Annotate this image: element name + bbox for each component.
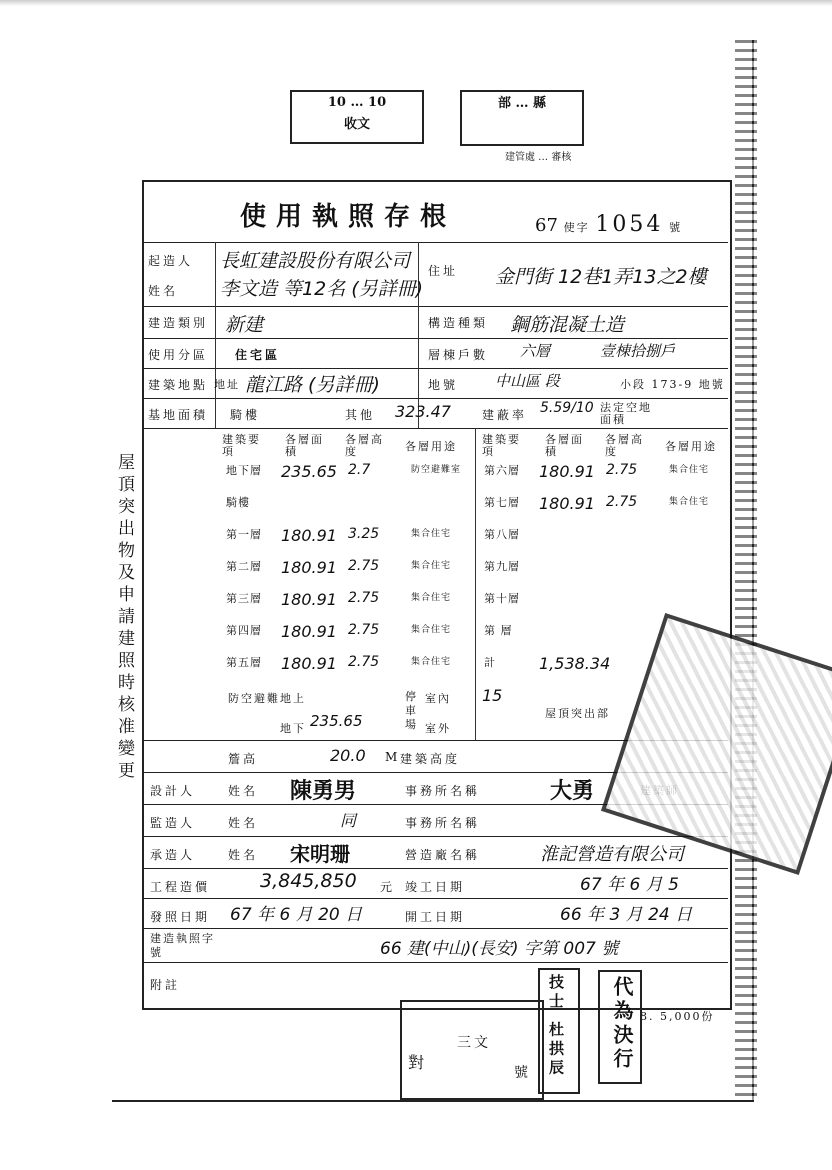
print-note: 8. 5,000份 [640,1010,715,1023]
issue-value: 67 年 6 月 20 日 [230,905,363,925]
row-builder [142,242,728,243]
lot-value: 中山區 段 [495,372,560,390]
start-value: 66 年 3 月 24 日 [560,905,693,925]
center-label: 三文 [457,1035,491,1051]
roof-label: 屋頂突出部 [545,707,610,720]
side-note-char: 頂 [118,475,135,495]
side-note-char: 准 [118,717,135,737]
row-zone [142,338,728,339]
floor-use: 集合住宅 [411,561,452,571]
designer-office: 大勇 [550,779,595,804]
representative-value: 李文造 等12名 (另詳冊) [220,278,424,300]
site-value: 龍江路 (另詳冊) [245,374,380,396]
row-cost [142,868,728,869]
floor-use: 集合住宅 [669,497,710,507]
col-divider [215,242,216,428]
supervisor-office-label: 事務所名稱 [405,816,481,830]
open-space-label: 法定空地面積 [600,401,652,426]
side-note-char: 時 [118,673,135,693]
contractor-label: 承造人 [150,848,196,862]
floor-label: 第四層 [226,624,262,637]
floor-label: 第十層 [484,592,520,605]
base-area-label: 基地面積 [148,408,209,422]
outdoor-label: 室外 [425,722,451,735]
floor-use: 集合住宅 [411,593,452,603]
side-note-char: 核 [118,695,135,715]
floor-height: 2.75 [348,558,380,574]
col-height-right: 各層高度 [605,433,644,458]
floors-value: 六層 [520,342,551,360]
row-category [142,306,728,307]
side-note [118,452,178,782]
other-label: 其他 [345,408,376,422]
dept-stamp: 部 … 縣 [460,90,584,146]
permit-ref-label: 建造執照字號 [150,932,215,959]
designer-value: 陳勇男 [290,779,357,804]
name-label: 姓名 [148,284,179,298]
building-height-label: 建築高度 [400,752,461,766]
floor-area: 180.91 [281,654,337,673]
lot-label: 地號 [428,378,459,392]
side-note-char: 屋 [118,453,135,473]
side-note-char: 建 [118,629,135,649]
site-prefix: 地址 [214,378,240,391]
ground-label: 地上 [280,692,306,705]
side-note-char: 物 [118,541,135,561]
indoor-label: 室內 [425,692,451,705]
floor-height: 2.7 [348,462,371,478]
floors-label: 層棟戶數 [428,348,489,362]
floor-area: 1,538.34 [539,654,611,673]
floor-area: 180.91 [281,622,337,641]
eaves-label: 簷高 [228,752,259,766]
use-zone-label: 使用分區 [148,348,209,362]
row-permit-ref [142,928,728,929]
note-label: 附註 [150,978,181,992]
floor-height: 3.25 [348,526,380,542]
technician-stamp: 技士 杜拱辰 [538,968,580,1094]
indoor-value: 15 [482,686,503,705]
col-use-right: 各層用途 [665,440,717,453]
side-note-char: 請 [118,607,135,627]
cost-label: 工程造價 [150,880,211,894]
structure-label: 構造種類 [428,316,489,330]
check-label: 對 [408,1053,428,1072]
footer-stamp-box [400,1000,544,1100]
floor-label: 第三層 [226,592,262,605]
side-note-char: 及 [118,563,135,583]
contractor-name-label: 姓名 [228,848,259,862]
side-note-char: 更 [118,761,135,781]
contractor-value: 宋明珊 [290,842,350,866]
floor-height: 2.75 [348,622,380,638]
underground-value: 235.65 [310,712,363,730]
other-value: 323.47 [395,402,451,421]
number-label: 號 [514,1065,531,1081]
use-zone-value: 住宅區 [235,348,281,362]
floor-label: 地下層 [226,464,262,477]
col-item-left: 建築要項 [222,433,261,458]
floor-label: 第八層 [484,528,520,541]
row-contractor [142,836,728,837]
row-floor-header [142,428,728,429]
floor-height: 2.75 [606,462,638,478]
category-value: 新建 [225,314,264,336]
designer-office-label: 事務所名稱 [405,784,481,798]
completion-label: 竣工日期 [405,880,466,894]
floor-area: 235.65 [281,462,337,481]
floor-label: 計 [484,656,496,669]
form-title: 使用執照存根 [240,202,457,232]
issue-label: 發照日期 [150,910,211,924]
floor-label: 第一層 [226,528,262,541]
floor-label: 第六層 [484,464,520,477]
category-label: 建造類別 [148,316,209,330]
completion-value: 67 年 6 月 5 [580,875,679,895]
col-divider [475,428,476,740]
eaves-value: 20.0 [330,746,366,765]
side-note-char: 變 [118,739,135,759]
designer-name-label: 姓名 [228,784,259,798]
side-note-char: 出 [118,519,135,539]
row-base-area [142,398,728,399]
permit-ref-value: 66 建(中山)(長安) 字第 007 號 [380,939,619,959]
floor-label: 第 層 [484,624,513,637]
arcade-label: 騎樓 [230,408,261,422]
floor-area: 180.91 [539,494,595,513]
cost-unit: 元 [380,880,396,894]
floor-label: 第七層 [484,496,520,509]
received-date-stamp: 10 … 10 收文 [290,90,424,144]
side-note-char: 申 [118,585,135,605]
eaves-unit: M [385,750,401,764]
floor-height: 2.75 [348,590,380,606]
col-height-left: 各層高度 [345,433,384,458]
floor-height: 2.75 [348,654,380,670]
floor-area: 180.91 [281,590,337,609]
coverage-value: 5.59/10 [540,400,594,416]
col-area-right: 各層面積 [545,433,584,458]
parking-label: 停車場 [405,690,418,731]
side-note-char: 照 [118,651,135,671]
supervisor-name-label: 姓名 [228,816,259,830]
side-note-char: 突 [118,497,135,517]
builder-value: 長虹建設股份有限公司 [220,250,411,272]
floor-use: 集合住宅 [669,465,710,475]
col-item-right: 建築要項 [482,433,521,458]
col-area-left: 各層面積 [285,433,324,458]
units-value: 壹棟拾捌戶 [600,342,676,360]
supervisor-label: 監造人 [150,816,196,830]
top-right-stamp: 建管處 … 審核 [505,152,572,163]
row-note [142,962,728,963]
builder-label: 起造人 [148,254,194,268]
col-divider [418,242,419,428]
floor-use: 防空避難室 [411,465,462,475]
deputy-stamp: 代為決行 [598,970,642,1084]
floor-label: 第二層 [226,560,262,573]
structure-value: 鋼筋混凝土造 [510,314,625,336]
row-site [142,368,728,369]
air-raid-label: 防空避難 [228,692,280,705]
address-label: 住址 [428,264,459,278]
col-use-left: 各層用途 [405,440,457,453]
permit-number: 67 使字 1054 號 [535,212,683,237]
underground-label: 地下 [280,722,306,735]
floor-use: 集合住宅 [411,625,452,635]
company-label: 營造廠名稱 [405,848,481,862]
coverage-label: 建蔽率 [482,408,528,422]
cost-value: 3,845,850 [260,870,357,892]
designer-label: 設計人 [150,784,196,798]
floor-area: 180.91 [281,558,337,577]
start-label: 開工日期 [405,910,466,924]
site-label: 建築地點 [148,378,209,392]
scan-edge [0,0,832,6]
floor-height: 2.75 [606,494,638,510]
floor-label: 騎樓 [226,496,250,509]
floor-use: 集合住宅 [411,657,452,667]
floor-use: 集合住宅 [411,529,452,539]
address-value: 金門街 12巷1弄13之2樓 [495,266,707,288]
floor-label: 第九層 [484,560,520,573]
row-issue [142,898,728,899]
lot-sub: 小段 173-9 地號 [620,378,725,391]
floor-area: 180.91 [539,462,595,481]
company-value: 淮記營造有限公司 [540,844,684,865]
scan-noise-strip [735,40,757,1100]
floor-label: 第五層 [226,656,262,669]
supervisor-value: 同 [340,811,357,830]
floor-area: 180.91 [281,526,337,545]
